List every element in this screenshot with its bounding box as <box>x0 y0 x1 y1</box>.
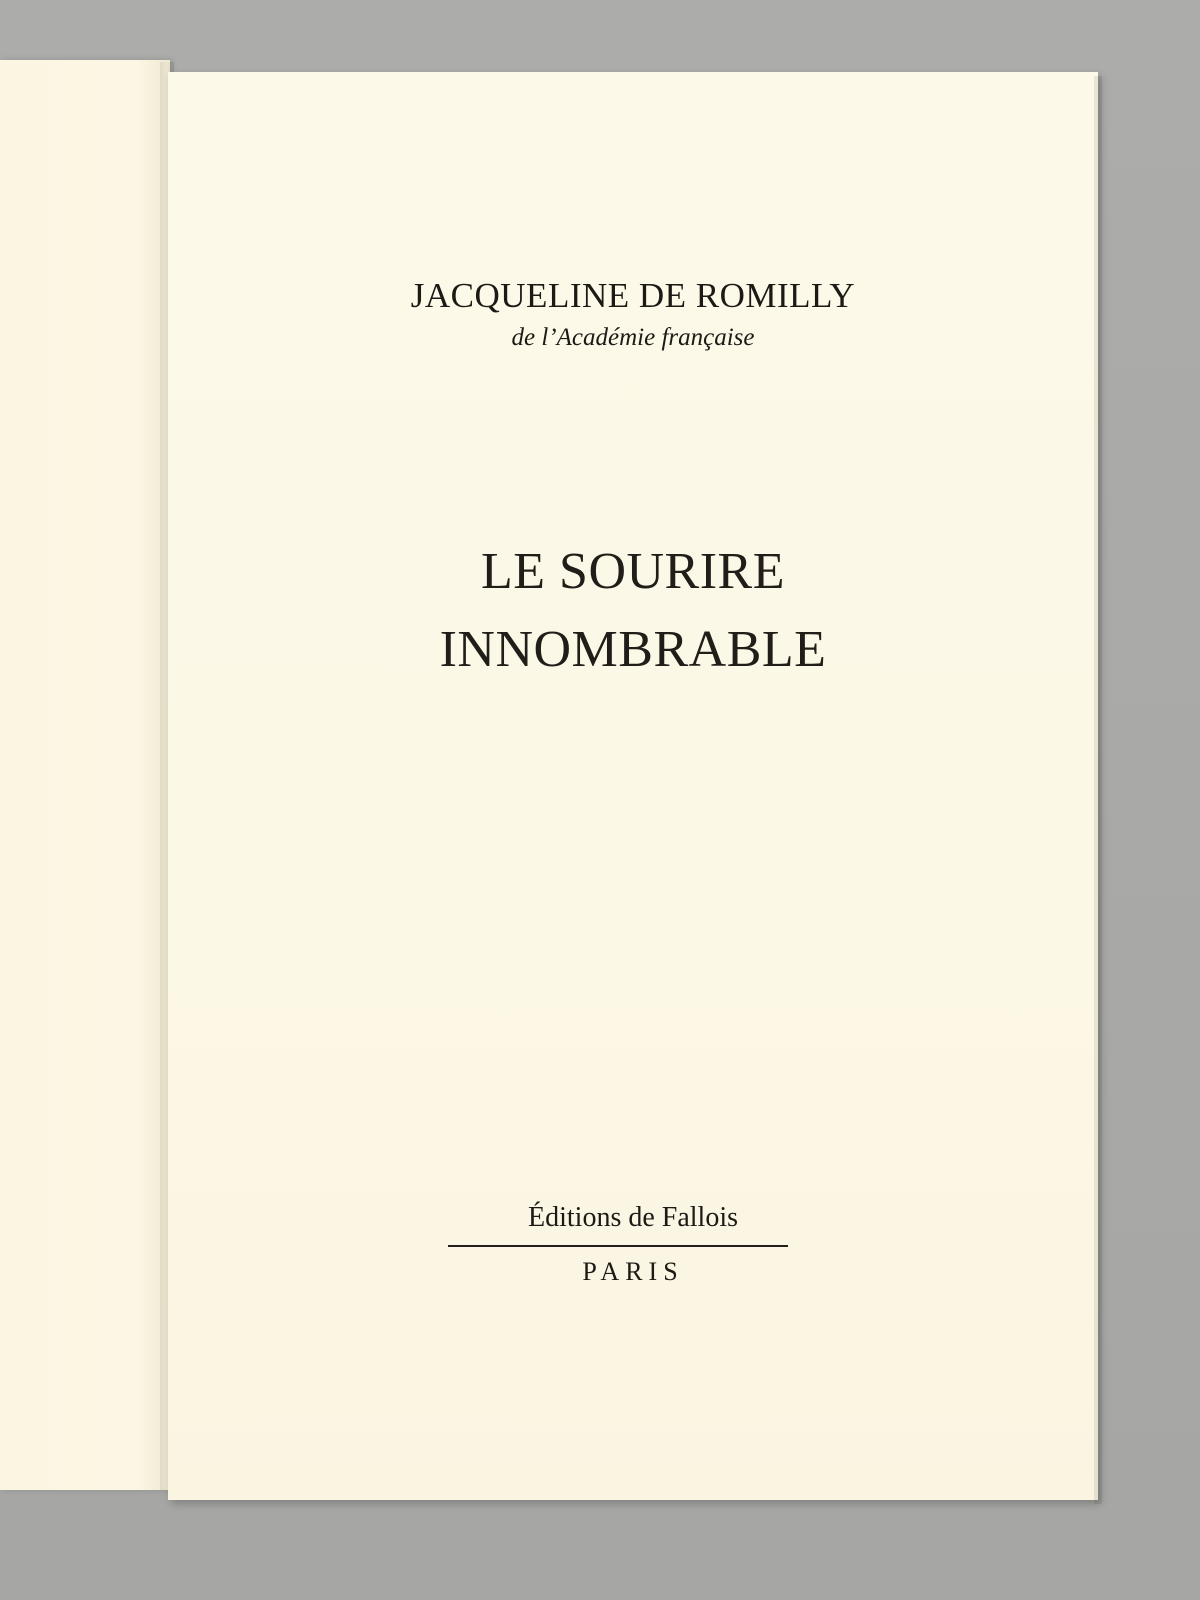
publisher-city: PARIS <box>582 1257 684 1286</box>
left-page-show-through <box>110 210 121 250</box>
author-name: JACQUELINE DE ROMILLY <box>410 276 856 315</box>
left-page <box>0 60 170 1490</box>
book-title-line-1: LE SOURIRE <box>481 543 785 600</box>
publisher-divider <box>448 1245 788 1247</box>
title-page-content <box>168 72 1098 1500</box>
publisher-name: Éditions de Fallois <box>528 1202 738 1233</box>
author-affiliation: de l’Académie française <box>511 324 755 351</box>
page-edge-shadow <box>1094 76 1102 1504</box>
book-title-line-2: INNOMBRABLE <box>439 621 827 678</box>
title-page <box>168 72 1098 1500</box>
